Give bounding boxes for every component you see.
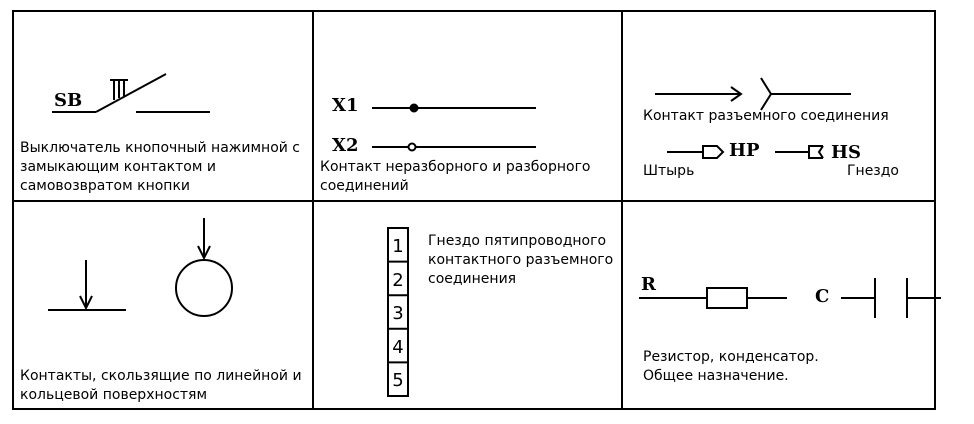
label-x1: X1	[332, 95, 359, 116]
cell-resistor-capacitor	[623, 202, 936, 408]
label-hp: HP	[729, 140, 760, 161]
caption-sliding: Контакты, скользящие по линейной и кольцевой поверхностям	[20, 368, 302, 403]
label-c: C	[815, 286, 830, 307]
socket-digit: 4	[392, 337, 404, 358]
socket-digit: 2	[392, 270, 404, 291]
symbols-table	[12, 10, 936, 410]
caption-resistor-capacitor: Резистор, конденсатор. Общее назначение.	[643, 349, 819, 384]
pin-label: Штырь	[643, 163, 695, 179]
socket-digit: 3	[392, 303, 404, 324]
label-x2: X2	[332, 135, 359, 156]
caption-contacts: Контакт неразборного и разборного соединений	[320, 159, 591, 194]
cell-button-switch	[14, 12, 312, 200]
caption-connector: Контакт разъемного соединения	[643, 108, 889, 124]
socket-digit: 5	[392, 370, 404, 391]
socket-label: Гнездо	[847, 163, 899, 179]
caption-five-wire: Гнездо пятипроводного контактного разъемного соединения	[428, 233, 614, 287]
cell-five-wire	[314, 202, 621, 408]
caption-button-switch: Выключатель кнопочный нажимной с замыкающим контактом и самовозвратом кнопки	[20, 140, 301, 194]
label-sb: SB	[54, 90, 83, 111]
socket-digit: 1	[392, 236, 404, 257]
cell-connector	[623, 12, 936, 200]
label-r: R	[641, 274, 656, 295]
cell-sliding	[14, 202, 312, 408]
cell-contacts	[314, 12, 621, 200]
label-hs: HS	[831, 142, 862, 163]
